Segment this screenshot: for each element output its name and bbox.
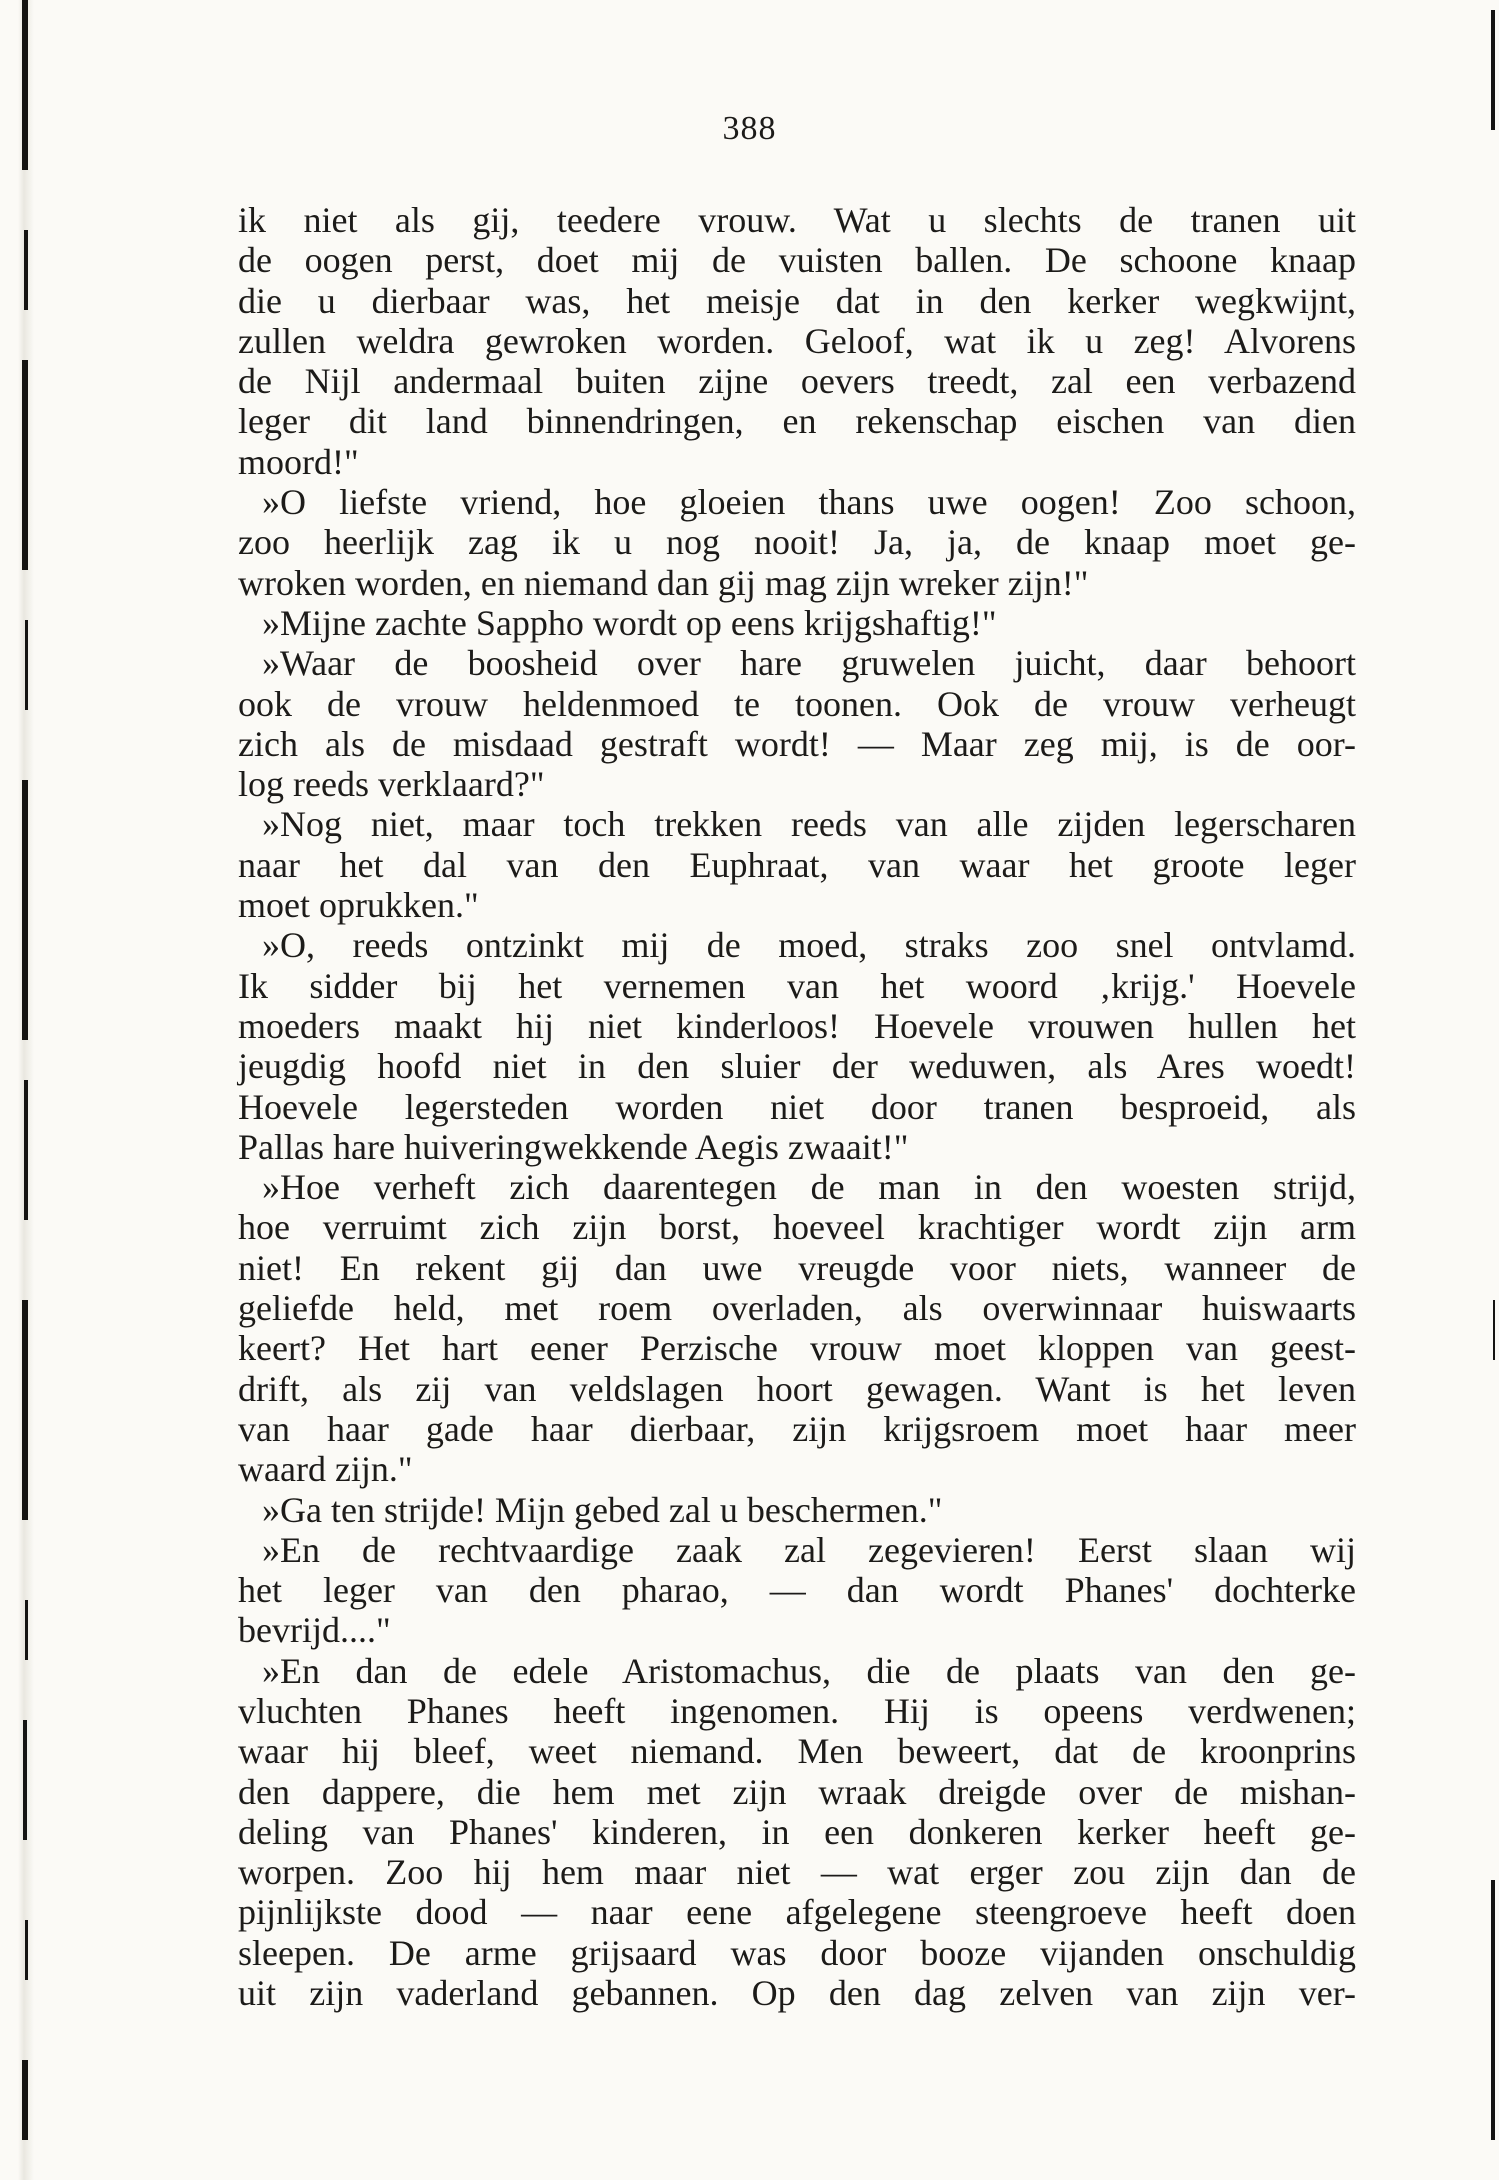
text-line: die u dierbaar was, het meisje dat in den kerker wegkwijnt,	[238, 280, 1356, 321]
text-line: deling van Phanes' kinderen, in een donkeren kerker heeft ge-	[238, 1811, 1356, 1852]
text-line: »Waar de boosheid over hare gruwelen juicht, daar behoort	[262, 643, 1356, 684]
text-line: Hoevele legersteden worden niet door tranen besproeid, als	[238, 1086, 1356, 1127]
text-line: de oogen perst, doet mij de vuisten ballen. De schoone knaap	[238, 240, 1356, 281]
text-line: »O liefste vriend, hoe gloeien thans uwe oogen! Zoo schoon,	[262, 482, 1356, 523]
text-line: waard zijn."	[238, 1449, 413, 1490]
text-line: zoo heerlijk zag ik u nog nooit! Ja, ja, de knaap moet ge-	[238, 522, 1356, 563]
text-line: Ik sidder bij het vernemen van het woord ‚krijg.' Hoevele	[238, 965, 1356, 1006]
text-line: Pallas hare huiveringwekkende Aegis zwaait!"	[238, 1126, 909, 1167]
text-line: »O, reeds ontzinkt mij de moed, straks zoo snel ontvlamd.	[262, 925, 1356, 966]
text-line: »Ga ten strijde! Mijn gebed zal u beschermen."	[262, 1489, 943, 1530]
text-line: moet oprukken."	[238, 885, 479, 926]
body-text	[238, 200, 1356, 2013]
text-line: uit zijn vaderland gebannen. Op den dag zelven van zijn ver-	[238, 1973, 1356, 2014]
text-line: keert? Het hart eener Perzische vrouw moet kloppen van geest-	[238, 1328, 1356, 1369]
text-line: »Hoe verheft zich daarentegen de man in den woesten strijd,	[262, 1167, 1356, 1208]
text-line: »En dan de edele Aristomachus, die de plaats van den ge-	[262, 1650, 1356, 1691]
text-line: waar hij bleef, weet niemand. Men beweert, dat de kroonprins	[238, 1731, 1356, 1772]
text-line: »Mijne zachte Sappho wordt op eens krijgshaftig!"	[262, 602, 997, 643]
text-line: ook de vrouw heldenmoed te toonen. Ook de vrouw verheugt	[238, 683, 1356, 724]
text-line: pijnlijkste dood — naar eene afgelegene steengroeve heeft doen	[238, 1892, 1356, 1933]
text-line: worpen. Zoo hij hem maar niet — wat erger zou zijn dan de	[238, 1852, 1356, 1893]
text-line: den dappere, die hem met zijn wraak dreigde over de mishan-	[238, 1771, 1356, 1812]
text-line: hoe verruimt zich zijn borst, hoeveel krachtiger wordt zijn arm	[238, 1207, 1356, 1248]
text-line: vluchten Phanes heeft ingenomen. Hij is opeens verdwenen;	[238, 1690, 1356, 1731]
text-line: »En de rechtvaardige zaak zal zegevieren! Eerst slaan wij	[262, 1529, 1356, 1570]
text-line: zullen weldra gewroken worden. Geloof, wat ik u zeg! Alvorens	[238, 320, 1356, 361]
text-line: jeugdig hoofd niet in den sluier der weduwen, als Ares woedt!	[238, 1046, 1356, 1087]
text-line: drift, als zij van veldslagen hoort gewagen. Want is het leven	[238, 1368, 1356, 1409]
text-line: moord!"	[238, 441, 359, 482]
text-line: van haar gade haar dierbaar, zijn krijgsroem moet haar meer	[238, 1408, 1356, 1449]
text-line: de Nijl andermaal buiten zijne oevers treedt, zal een verbazend	[238, 361, 1356, 402]
text-line: naar het dal van den Euphraat, van waar het groote leger	[238, 844, 1356, 885]
text-line: zich als de misdaad gestraft wordt! — Maar zeg mij, is de oor-	[238, 723, 1356, 764]
scan-right-edge	[1479, 0, 1499, 2180]
text-line: niet! En rekent gij dan uwe vreugde voor niets, wanneer de	[238, 1247, 1356, 1288]
text-line: moeders maakt hij niet kinderloos! Hoevele vrouwen hullen het	[238, 1005, 1356, 1046]
text-line: het leger van den pharao, — dan wordt Phanes' dochterke	[238, 1570, 1356, 1611]
text-line: bevrijd...."	[238, 1610, 391, 1651]
text-line: wroken worden, en niemand dan gij mag zijn wreker zijn!"	[238, 562, 1089, 603]
scan-left-edge	[0, 0, 36, 2180]
text-line: ik niet als gij, teedere vrouw. Wat u slechts de tranen uit	[238, 200, 1356, 240]
text-line: leger dit land binnendringen, en rekenschap eischen van dien	[238, 401, 1356, 442]
text-line: log reeds verklaard?"	[238, 764, 545, 805]
text-line: sleepen. De arme grijsaard was door booze vijanden onschuldig	[238, 1932, 1356, 1973]
page-number: 388	[722, 110, 777, 147]
text-line: »Nog niet, maar toch trekken reeds van alle zijden legerscharen	[262, 804, 1356, 845]
text-line: geliefde held, met roem overladen, als overwinnaar huiswaarts	[238, 1288, 1356, 1329]
